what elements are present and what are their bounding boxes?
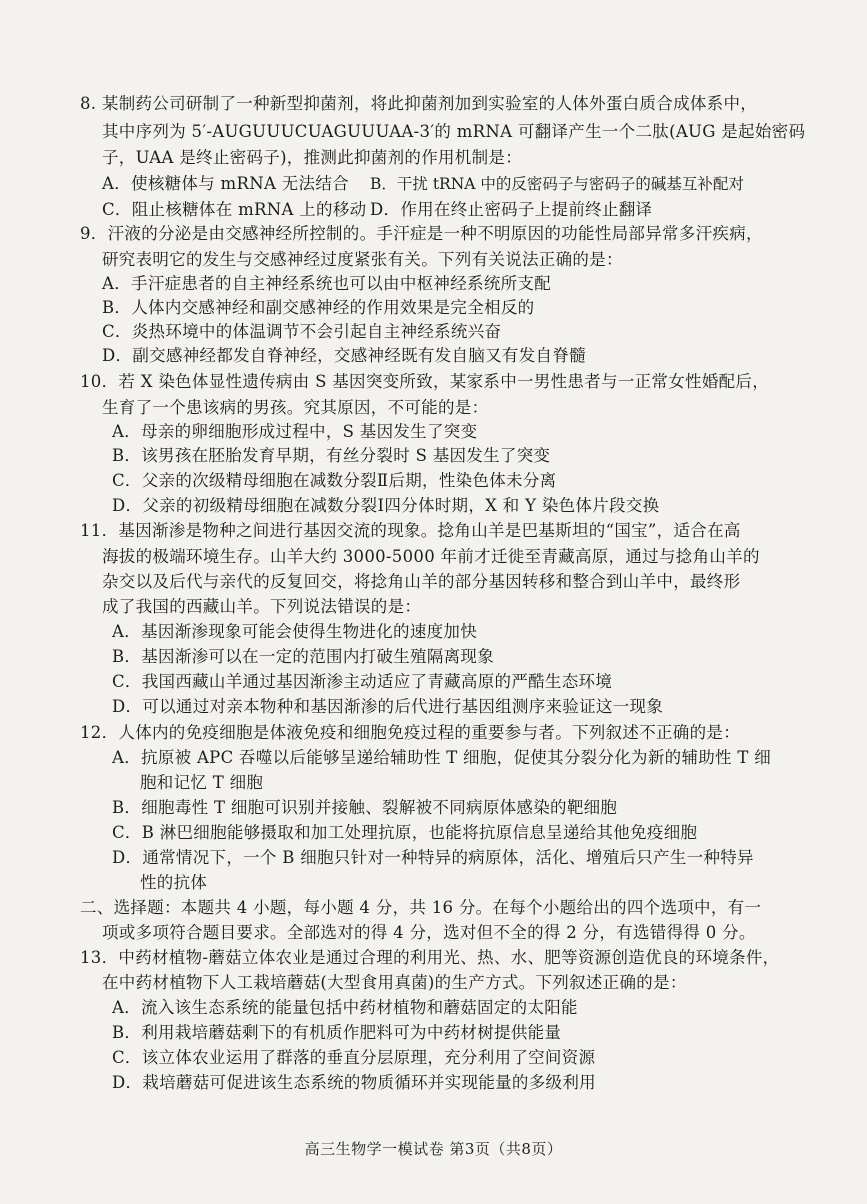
q10-option-d: D．父亲的初级精母细胞在减数分裂Ⅰ四分体时期，X 和 Y 染色体片段交换 [112,496,660,515]
q8-option-d: D．作用在终止密码子上提前终止翻译 [370,200,653,219]
q9-stem-line-2: 研究表明它的发生与交感神经过度紧张有关。下列有关说法正确的是： [102,250,623,269]
q11-stem-line-2: 海拔的极端环境生存。山羊大约 3000-5000 年前才迁徙至青藏高原，通过与捻角山羊的 [102,547,760,566]
q11-option-a: A．基因渐渗现象可能会使得生物进化的速度加快 [112,622,478,641]
q11-stem-line-1: 11．基因渐渗是物种之间进行基因交流的现象。捻角山羊是巴基斯坦的“国宝”，适合在高 [80,521,741,540]
q12-option-c: C．B 淋巴细胞能够摄取和加工处理抗原，也能将抗原信息呈递给其他免疫细胞 [112,823,698,842]
q12-option-a-cont: 胞和记忆 T 细胞 [140,773,264,792]
q10-stem-line-2: 生育了一个患该病的男孩。究其原因，不可能的是： [102,398,489,417]
q13-option-d: D．栽培蘑菇可促进该生态系统的物质循环并实现能量的多级利用 [112,1073,596,1092]
q12-option-b: B．细胞毒性 T 细胞可识别并接触、裂解被不同病原体感染的靶细胞 [112,798,618,817]
q8-stem-line-1: 8. 某制药公司研制了一种新型抑菌剂，将此抑菌剂加到实验室的人体外蛋白质合成体系中， [80,94,758,113]
section-2-line-2: 项或多项符合题目要求。全部选对的得 4 分，选对但不全的得 2 分，有选错得得 0 分。 [102,923,756,942]
q9-option-a: A．手汗症患者的自主神经系统也可以由中枢神经系统所支配 [102,274,552,293]
section-2-line-1: 二、选择题：本题共 4 小题，每小题 4 分，共 16 分。在每个小题给出的四个选项中，有一 [80,898,762,917]
q10-stem-line-1: 10．若 X 染色体显性遗传病由 S 基因突变所致，某家系中一男性患者与一正常女性婚配后， [80,372,770,391]
q10-option-c: C．父亲的次级精母细胞在减数分裂Ⅱ后期，性染色体未分离 [112,471,557,490]
q11-option-d: D．可以通过对亲本物种和基因渐渗的后代进行基因组测序来验证这一现象 [112,697,664,716]
q8-option-c: C．阻止核糖体在 mRNA 上的移动 [102,200,367,219]
q12-stem-line-1: 12．人体内的免疫细胞是体液免疫和细胞免疫过程的重要参与者。下列叙述不正确的是： [80,723,740,742]
q8-stem-line-2: 其中序列为 5′-AUGUUUCUAGUUUAA-3′的 mRNA 可翻译产生一个二肽(AUG 是起始密码 [102,122,806,141]
q9-stem-line-1: 9．汗液的分泌是由交感神经所控制的。手汗症是一种不明原因的功能性局部异常多汗疾病， [80,224,763,243]
q13-option-c: C．该立体农业运用了群落的垂直分层原理，充分利用了空间资源 [112,1048,596,1067]
q11-option-b: B．基因渐渗可以在一定的范围内打破生殖隔离现象 [112,647,495,666]
q10-option-a: A．母亲的卵细胞形成过程中，S 基因发生了突变 [112,422,478,441]
q9-option-b: B．人体内交感神经和副交感神经的作用效果是完全相反的 [102,298,535,317]
q10-option-b: B．该男孩在胚胎发育早期，有丝分裂时 S 基因发生了突变 [112,446,551,465]
q8-option-b: B．干扰 tRNA 中的反密码子与密码子的碱基互补配对 [370,175,744,193]
q12-option-d-cont: 性的抗体 [140,873,208,892]
q11-stem-line-3: 杂交以及后代与亲代的反复回交，将捻角山羊的部分基因转移和整合到山羊中，最终形 [102,572,741,591]
q13-stem-line-1: 13．中药材植物-蘑菇立体农业是通过合理的利用光、热、水、肥等资源创造优良的环境条件， [80,948,780,967]
q8-stem-line-3: 子，UAA 是终止密码子)，推测此抑菌剂的作用机制是： [102,148,523,167]
q9-option-c: C．炎热环境中的体温调节不会引起自主神经系统兴奋 [102,322,502,341]
q9-option-d: D．副交感神经都发自脊神经，交感神经既有发自脑又有发自脊髓 [102,346,586,365]
q12-option-d: D．通常情况下，一个 B 细胞只针对一种特异的病原体，活化、增殖后只产生一种特异 [112,848,754,867]
page-footer: 高三生物学一模试卷 第3页（共8页） [304,1140,563,1158]
q11-option-c: C．我国西藏山羊通过基因渐渗主动适应了青藏高原的严酷生态环境 [112,672,613,691]
q11-stem-line-4: 成了我国的西藏山羊。下列说法错误的是： [102,597,422,616]
q12-option-a: A．抗原被 APC 吞噬以后能够呈递给辅助性 T 细胞，促使其分裂分化为新的辅助性 T 细 [112,748,772,767]
q13-option-a: A．流入该生态系统的能量包括中药材植物和蘑菇固定的太阳能 [112,998,578,1017]
q8-option-a: A．使核糖体与 mRNA 无法结合 [102,174,349,193]
q13-stem-line-2: 在中药材植物下人工栽培蘑菇(大型食用真菌)的生产方式。下列叙述正确的是： [102,973,687,992]
q13-option-b: B．利用栽培蘑菇剩下的有机质作肥料可为中药材树提供能量 [112,1023,562,1042]
